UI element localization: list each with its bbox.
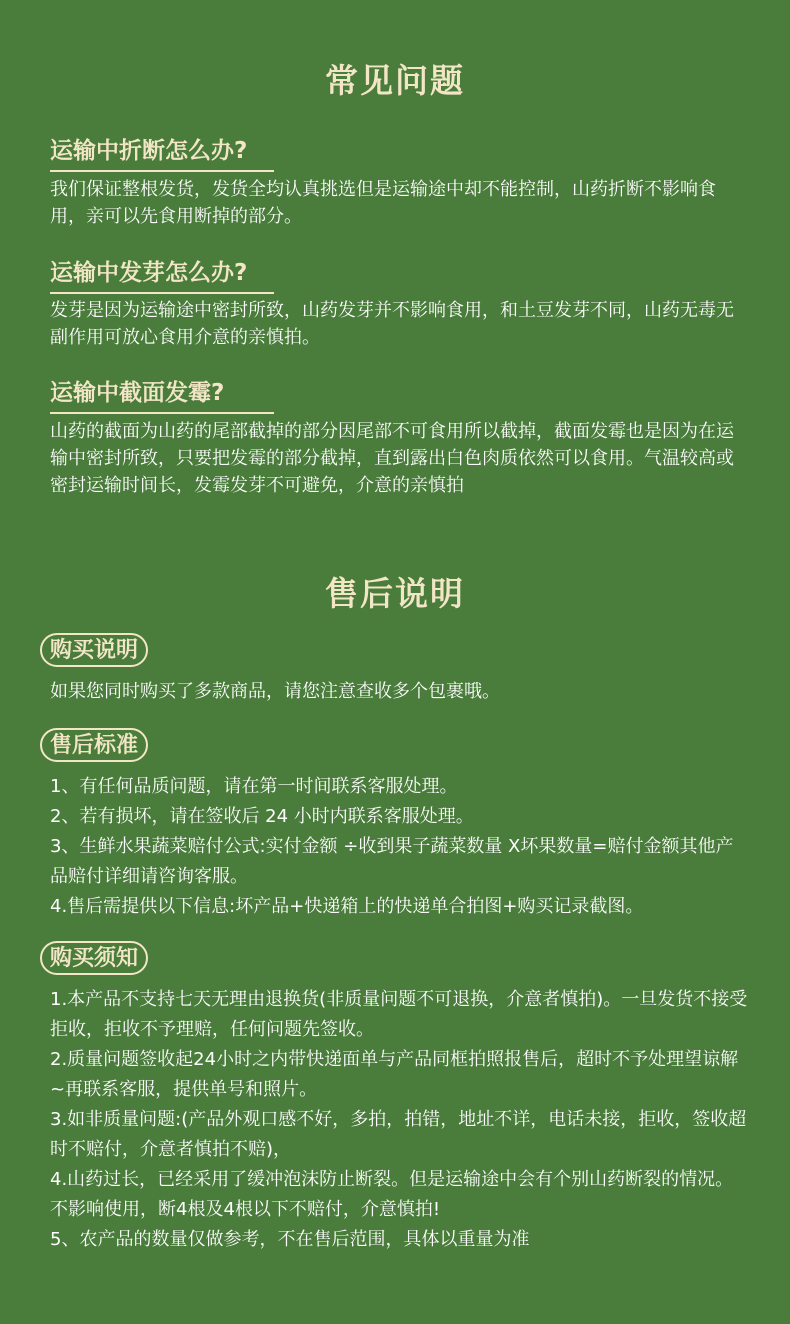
faq-answer-2: 发芽是因为运输途中密封所致，山药发芽并不影响食用，和土豆发芽不同，山药无毒无副作用可放心食用介意的亲慎拍。 bbox=[50, 300, 734, 348]
standard-content bbox=[50, 772, 750, 922]
notice-line-3: 3.如非质量问题:(产品外观口感不好，多拍，拍错，地址不详，电话未接，拒收，签收超时不赔付，介意者慎拍不赔)， bbox=[50, 1109, 747, 1160]
purchase-note-content bbox=[50, 677, 750, 707]
notice-label: 购买须知 bbox=[40, 941, 148, 975]
faq-answer-3: 山药的截面为山药的尾部截掉的部分因尾部不可食用所以截掉，截面发霉也是因为在运输中密封所致，只要把发霉的部分截掉，直到露出白色肉质依然可以食用。气温较高或密封运输时间长，发霉发芽不可避免，介意的亲慎拍 bbox=[50, 421, 734, 496]
standard-line-4: 4.售后需提供以下信息:坏产品+快递箱上的快递单合拍图+购买记录截图。 bbox=[50, 896, 644, 917]
notice-line-2: 2.质量问题签收起24小时之内带快递面单与产品同框拍照报售后，超时不予处理望谅解~再联系客服，提供单号和照片。 bbox=[50, 1049, 739, 1100]
faq-question-3: 运输中截面发霉? bbox=[50, 374, 274, 414]
faq-question-2: 运输中发芽怎么办? bbox=[50, 254, 274, 294]
after-sales-title: 售后说明 bbox=[325, 574, 465, 613]
notice-line-1: 1.本产品不支持七天无理由退换货(非质量问题不可退换，介意者慎拍)。一旦发货不接受拒收，拒收不予理赔，任何问题先签收。 bbox=[50, 989, 748, 1040]
faq-answer-1: 我们保证整根发货，发货全均认真挑选但是运输途中却不能控制，山药折断不影响食用，亲可以先食用断掉的部分。 bbox=[50, 179, 716, 227]
faq-title: 常见问题 bbox=[325, 61, 465, 100]
purchase-note-line: 如果您同时购买了多款商品，请您注意查收多个包裹哦。 bbox=[50, 681, 500, 702]
notice-content bbox=[50, 985, 750, 1255]
notice-line-5: 5、农产品的数量仅做参考，不在售后范围，具体以重量为准 bbox=[50, 1229, 530, 1250]
standard-line-1: 1、有任何品质问题，请在第一时间联系客服处理。 bbox=[50, 776, 458, 797]
notice-line-4: 4.山药过长，已经采用了缓冲泡沫防止断裂。但是运输途中会有个别山药断裂的情况。不影响使用，断4根及4根以下不赔付，介意慎拍! bbox=[50, 1169, 734, 1220]
purchase-note-label: 购买说明 bbox=[40, 633, 148, 667]
standard-line-3: 3、生鲜水果蔬菜赔付公式:实付金额 ÷收到果子蔬菜数量 X坏果数量=赔付金额其他产品赔付详细请咨询客服。 bbox=[50, 836, 734, 887]
faq-question-1: 运输中折断怎么办? bbox=[50, 132, 274, 172]
standard-line-2: 2、若有损坏，请在签收后 24 小时内联系客服处理。 bbox=[50, 806, 474, 827]
standard-label: 售后标准 bbox=[40, 728, 148, 762]
